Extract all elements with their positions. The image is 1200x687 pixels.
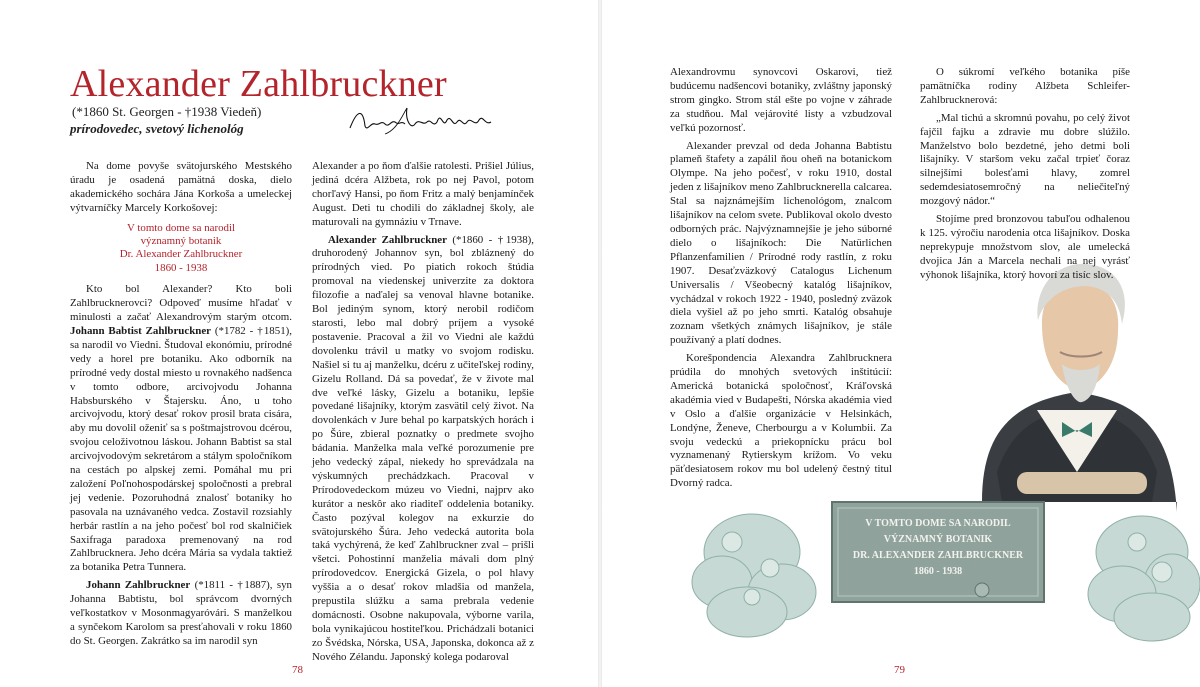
plaque-text-line: V TOMTO DOME SA NARODIL	[865, 518, 1011, 529]
plaque-text-line: 1860 - 1938	[913, 566, 963, 577]
paragraph: O súkromí veľkého botanika píše pamätníčka rodiny Alžbeta Schleifer-Zahlbrucknerová:	[920, 66, 1130, 106]
paragraph: Alexander prevzal od deda Johanna Babtistu plameň štafety a zapálil ňou oheň na botanickom Olympe. Na jeho počesť, v roku 1910, dostal jeden z lišajníkov meno Zahlbrucknerella calcarea. Stal sa najznámejším lichenológom, znalcom lišajníkov na celom svete. Publikoval okolo dvesto odborných prác. Najvýznamnejšie je jeho súborné dielo o lišajníkoch: Die Natürlichen Pflanzenfamilien / Prírodné rody rastlín, z roku 1907. Desaťzväzkový Catalogus Lichenum Universalis / Všeobecný katalóg lišajníkov, vychádzal v rokoch 1922 - 1940, posledný zväzok diela vyšiel až po jeho smrti. Katalóg obsahuje zoznam všetkých známych lišajníkov, je stále používaný a platí dodnes.	[670, 139, 892, 347]
right-page	[602, 0, 1200, 687]
right-column-1	[670, 66, 892, 495]
lichen-illustration-right	[1088, 516, 1200, 641]
paragraph: Stojíme pred bronzovou tabuľou odhalenou k 125. výročiu narodenia otca lišajníkov. Doska neprekypuje množstvom slov, ale umelecká dvojica Ján a Marcela nechali na nej vyrásť výhonok lišajníka, ktorý hovorí za tisíc slov.	[920, 213, 1130, 281]
quoted-memoir: „Mal tichú a skromnú povahu, po celý život fajčil fajku a zdravie mu dobre slúžilo. Manželstvo bolo bezdetné, jeho detmi boli lišajníky. V staršom veku začal trpieť čoraz silnejšími bolesťami hlavy, zomrel sedemdesiatosemročný na neliečiteľný mozgový nádor.“	[920, 111, 1130, 208]
text-run: (*1860 - †1938), druhorodený Johannov syn, bol zbláznený do prírodných vied. Po piatich rokoch štúdia promoval na viedenskej univerzite za doktora filozofie a naďalej sa venoval hlavne botanike. Bol jediným synom, ktorý nerobil rodičom starosti, lebo mal dobrý príjem a vysoké postavenie. Pracoval a žil vo Viedni ale každú dovolenku trávil u matky vo svojom rodisku. Našiel si tu aj manželku, dcéru z učiteľskej rodiny, Gizelu Rolland. Dá sa povedať, že v živote mal dve veľké lásky, Gizelu a botaniku, lepšie povedané lišajníky, ktorým zasvätil celý život. Na dovolenkách v Jure behal po karpatských horách i po Šúre, zbieral poznatky o predmete svojho bádania. Manželka mala veľké porozumenie pre jeho vedecký zápal, niekedy ho sprevádzala na výskumných prechádzkach. Pracoval v Prírodovedeckom múzeu vo Viedni, najprv ako kurátor a neskôr ako riaditeľ oddelenia botaniky. Často pozýval kolegov na exkurzie do svätojurského Šúra. Jeho vedecká autorita bola taká vychýrená, že keď Zahlbruckner zval – prišli všetci. Pohostinní manželia mávali dom plný prírodovedcov. Energická Gizela, o pol hlavy vyššia a o desať rokov mladšia od manžela, prepustila slúžku a sama prebrala vedenie domácnosti. Osobne nakupovala, výborne varila, bola vynikajúcou hostiteľkou. Prichádzali botanici zo Švédska, Nórska, USA, Japonska, dokonca až z Nového Zélandu. Japonský kolega podaroval	[312, 233, 534, 663]
inscription-line: V tomto dome sa narodil	[126, 221, 236, 234]
right-column-2	[920, 66, 1130, 287]
paragraph	[312, 234, 534, 665]
text-run: (*1782 - †1851), sa narodil vo Viedni. Študoval ekonómiu, prírodné vedy a horel pre botaniku. Ako odborník na prírodné vedy dostal miesto u rovnakého nadšenca v tomto odbore, arcivojvodu Johanna Habsburského v Štajersku. Áno, u toho arcivojvodu, ktorý desať rokov prosil brata cisára, aby mu dovolil oženiť sa s poštmajstrovou dcérou, svojou celoživotnou láskou. Johann Babtist sa stal arcivojvodovým sekretárom a stálym spoločníkom na cestách po alpskej zemi. Pomáhal mu pri založení Poľnohospodárskej spoločnosti a prebral jej vedenie. Pozoruhodná znalosť botaniky ho pasovala na uznávaného vedca. Zostavil rozsiahly herbár rastlín a na jeho počesť bol rod skalničiek Saxifraga paradoxa premenovaný na rod Zahlbrucknera. Jeho dcéra Mária sa vydala taktiež za botanika Petra Tunnera.	[70, 324, 292, 574]
text-run: Kto bol Alexander? Kto boli Zahlbrucknerovci? Odpoveď musíme hľadať v minulosti a začať Alexandrovým starým otcom.	[70, 283, 292, 324]
paragraph	[70, 283, 292, 575]
person-name: Johann Babtist Zahlbruckner	[70, 324, 211, 337]
plaque-text-line: VÝZNAMNÝ BOTANIK	[883, 534, 993, 545]
profession-subtitle: prírodovedec, svetový lichenológ	[70, 121, 244, 136]
left-page	[0, 0, 598, 687]
inscription-line: 1860 - 1938	[154, 261, 208, 274]
memorial-plaque	[832, 502, 1044, 602]
paragraph: Korešpondencia Alexandra Zahlbrucknera prúdila do mnohých svetových inštitúcií: Americká botanická spoločnosť, Kráľovská akadémia vied v Budapešti, Nórska akadémia vied v Oslo a ďalšie organizácie v Helsinkách, Londýne, Ženeve, Cherbourgu a v Kolumbii. Za svoju vedeckú a priekopnícku prácu bol vyznamenaný Rytierskym krížom. Vo veku päťdesiatosem rokov mu bol udelený čestný titul Dvorný radca.	[670, 352, 892, 490]
inscription-line: významný botanik	[140, 235, 222, 248]
plaque-text-line: DR. ALEXANDER ZAHLBRUCKNER	[852, 550, 1024, 561]
handwritten-signature	[345, 100, 495, 140]
person-name: Alexander Zahlbruckner	[328, 233, 447, 246]
person-name: Johann Zahlbruckner	[86, 579, 191, 592]
paragraph: Na dome povyše svätojurského Mestského úradu je osadená pamätná doska, dielo akademického sochára Jána Korkoša a umeleckej výtvarníčky Marcely Korkošovej:	[70, 160, 292, 214]
lichen-illustration-left	[692, 514, 816, 637]
article-title: Alexander Zahlbruckner	[70, 63, 447, 105]
left-column-2	[312, 160, 534, 669]
page-number-right: 79	[894, 664, 905, 676]
paragraph: Alexander a po ňom ďalšie ratolesti. Prišiel Július, jediná dcéra Alžbeta, rok po nej Pavol, potom chorľavý Hansi, po ňom Fritz a malý benjamínček August. Deti tu chodili do základnej školy, ale maturovali na gymnáziu v Trnave.	[312, 160, 534, 228]
life-dates: (*1860 St. Georgen - †1938 Viedeň)	[72, 104, 262, 119]
page-number-left: 78	[292, 664, 303, 676]
paragraph	[70, 579, 292, 649]
plaque-inscription-quote	[70, 222, 292, 276]
inscription-line: Dr. Alexander Zahlbruckner	[119, 248, 243, 261]
left-column-1	[70, 160, 292, 653]
man-portrait	[982, 264, 1177, 512]
paragraph: Alexandrovmu synovcovi Oskarovi, tiež budúcemu nadšencovi botaniky, zvláštny japonský strom gingko. Strom stál ešte po vojne v záhrade za studňou. Mal vejárovité listy a vzbudzoval veľkú pozornosť.	[670, 66, 892, 134]
text-run: (*1811 - †1887), syn Johanna Babtistu, bol správcom dvorných veľkostatkov v Mosonmagyaróvári. S manželkou a synčekom Karolom sa presťahovali v roku 1860 do St. Georgen. Zakrátko sa im narodil syn	[70, 579, 293, 647]
